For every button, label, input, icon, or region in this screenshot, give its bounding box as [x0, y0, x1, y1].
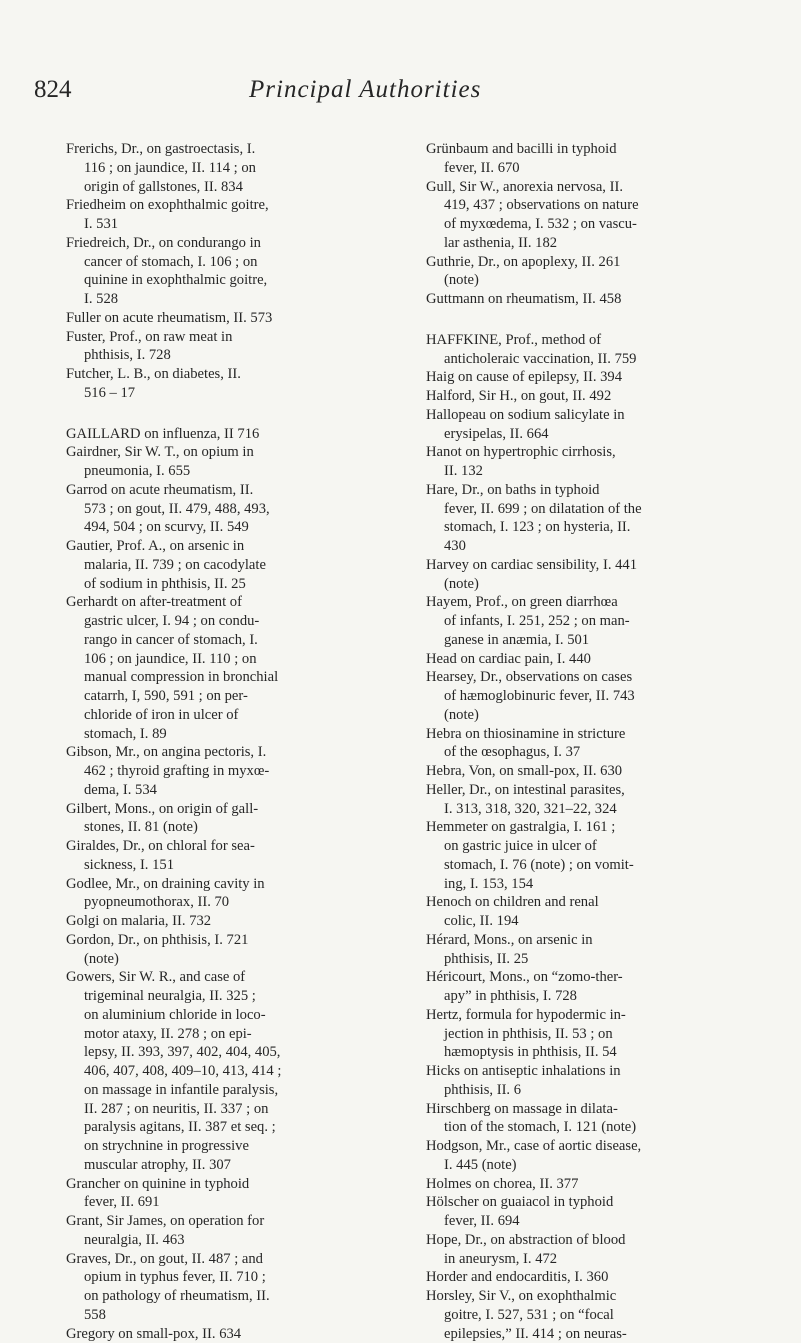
index-entry — [426, 253, 766, 291]
index-entry-line: Haig on cause of epilepsy, II. 394 — [426, 368, 766, 387]
running-title: Principal Authorities — [249, 76, 481, 104]
index-entry-line: Holmes on chorea, II. 377 — [426, 1175, 766, 1194]
index-entry — [426, 818, 766, 893]
index-entry-line: Halford, Sir H., on gout, II. 492 — [426, 387, 766, 406]
index-entry-line: Gull, Sir W., anorexia nervosa, II. — [426, 178, 766, 197]
index-entry-line: on gastric juice in ulcer of — [426, 837, 766, 856]
index-entry-line: Guthrie, Dr., on apoplexy, II. 261 — [426, 253, 766, 272]
index-entry-line: Hebra, Von, on small-pox, II. 630 — [426, 762, 766, 781]
index-entry-line: motor ataxy, II. 278 ; on epi- — [66, 1025, 396, 1044]
index-entry-line: Guttmann on rheumatism, II. 458 — [426, 290, 766, 309]
index-entry-line: fever, II. 670 — [426, 159, 766, 178]
index-entry-line: Fuster, Prof., on raw meat in — [66, 328, 396, 347]
index-entry — [426, 893, 766, 931]
index-entry-line: stomach, I. 123 ; on hysteria, II. — [426, 518, 766, 537]
index-entry-line: fever, II. 699 ; on dilatation of the — [426, 500, 766, 519]
index-entry-line: Hallopeau on sodium salicylate in — [426, 406, 766, 425]
index-entry-line: Garrod on acute rheumatism, II. — [66, 481, 396, 500]
index-entry — [66, 593, 396, 743]
index-entry — [426, 1137, 766, 1175]
index-entry — [426, 593, 766, 649]
index-entry — [66, 968, 396, 1174]
index-entry-line: Grancher on quinine in typhoid — [66, 1175, 396, 1194]
section-gap — [426, 309, 766, 331]
index-entry-line: Hanot on hypertrophic cirrhosis, — [426, 443, 766, 462]
index-entry-line: Gerhardt on after-treatment of — [66, 593, 396, 612]
index-entry — [66, 328, 396, 366]
index-entry-line: neuralgia, II. 463 — [66, 1231, 396, 1250]
index-column-right — [426, 140, 766, 1343]
index-entry — [426, 668, 766, 724]
index-entry — [66, 196, 396, 234]
index-entry-line: Hodgson, Mr., case of aortic disease, — [426, 1137, 766, 1156]
index-entry-line: Horder and endocarditis, I. 360 — [426, 1268, 766, 1287]
index-entry-line: Frerichs, Dr., on gastroectasis, I. — [66, 140, 396, 159]
index-entry-line: ganese in anæmia, I. 501 — [426, 631, 766, 650]
index-entry — [66, 743, 396, 799]
index-entry — [426, 140, 766, 178]
index-entry — [66, 875, 396, 913]
index-entry-line: dema, I. 534 — [66, 781, 396, 800]
index-entry-line: tion of the stomach, I. 121 (note) — [426, 1118, 766, 1137]
index-entry — [66, 443, 396, 481]
index-entry — [66, 1250, 396, 1325]
index-entry-line: Godlee, Mr., on draining cavity in — [66, 875, 396, 894]
index-entry — [426, 368, 766, 387]
index-entry-line: 116 ; on jaundice, II. 114 ; on — [66, 159, 396, 178]
index-entry-line: Golgi on malaria, II. 732 — [66, 912, 396, 931]
index-entry-line: of the œsophagus, I. 37 — [426, 743, 766, 762]
index-entry — [426, 406, 766, 444]
index-entry — [426, 481, 766, 556]
index-entry-line: quinine in exophthalmic goitre, — [66, 271, 396, 290]
index-entry — [426, 443, 766, 481]
index-entry-line: stomach, I. 76 (note) ; on vomit- — [426, 856, 766, 875]
index-entry-line: Gautier, Prof. A., on arsenic in — [66, 537, 396, 556]
index-entry-line: goitre, I. 527, 531 ; on “focal — [426, 1306, 766, 1325]
index-entry-line: of sodium in phthisis, II. 25 — [66, 575, 396, 594]
index-entry-line: malaria, II. 739 ; on cacodylate — [66, 556, 396, 575]
index-entry-line: Hérard, Mons., on arsenic in — [426, 931, 766, 950]
index-entry-line: (note) — [426, 271, 766, 290]
index-entry-line: fever, II. 691 — [66, 1193, 396, 1212]
index-entry-line: on aluminium chloride in loco- — [66, 1006, 396, 1025]
index-entry — [66, 425, 396, 444]
index-entry-line: (note) — [426, 575, 766, 594]
index-entry-line: phthisis, II. 25 — [426, 950, 766, 969]
index-entry — [66, 837, 396, 875]
index-entry-line: Héricourt, Mons., on “zomo-ther- — [426, 968, 766, 987]
index-entry-line: jection in phthisis, II. 53 ; on — [426, 1025, 766, 1044]
index-entry — [426, 556, 766, 594]
index-entry — [66, 234, 396, 309]
index-entry — [66, 912, 396, 931]
index-entry-line: pyopneumothorax, II. 70 — [66, 893, 396, 912]
index-entry — [66, 1325, 396, 1343]
index-entry-line: Grünbaum and bacilli in typhoid — [426, 140, 766, 159]
index-entry-line: muscular atrophy, II. 307 — [66, 1156, 396, 1175]
index-entry-line: on pathology of rheumatism, II. — [66, 1287, 396, 1306]
index-entry-line: lepsy, II. 393, 397, 402, 404, 405, — [66, 1043, 396, 1062]
index-entry-line: colic, II. 194 — [426, 912, 766, 931]
index-entry-line: (note) — [426, 706, 766, 725]
index-entry-line: I. 531 — [66, 215, 396, 234]
index-entry-line: 430 — [426, 537, 766, 556]
index-entry-line: I. 528 — [66, 290, 396, 309]
index-entry — [426, 650, 766, 669]
index-entry-line: phthisis, II. 6 — [426, 1081, 766, 1100]
index-entry-line: Heller, Dr., on intestinal parasites, — [426, 781, 766, 800]
index-entry-line: on strychnine in progressive — [66, 1137, 396, 1156]
index-entry — [426, 1062, 766, 1100]
index-entry-line: Gibson, Mr., on angina pectoris, I. — [66, 743, 396, 762]
index-entry-line: in aneurysm, I. 472 — [426, 1250, 766, 1269]
index-entry-line: (note) — [66, 950, 396, 969]
index-entry-line: chloride of iron in ulcer of — [66, 706, 396, 725]
index-entry-line: Futcher, L. B., on diabetes, II. — [66, 365, 396, 384]
index-entry-line: Grant, Sir James, on operation for — [66, 1212, 396, 1231]
index-entry-line: Giraldes, Dr., on chloral for sea- — [66, 837, 396, 856]
index-entry — [426, 1193, 766, 1231]
index-entry — [426, 725, 766, 763]
index-entry — [426, 762, 766, 781]
page-number: 824 — [34, 76, 72, 104]
index-entry-line: Head on cardiac pain, I. 440 — [426, 650, 766, 669]
index-entry-line: 419, 437 ; observations on nature — [426, 196, 766, 215]
index-entry-line: 573 ; on gout, II. 479, 488, 493, — [66, 500, 396, 519]
index-entry-line: anticholeraic vaccination, II. 759 — [426, 350, 766, 369]
index-entry-line: Hicks on antiseptic inhalations in — [426, 1062, 766, 1081]
index-entry — [426, 931, 766, 969]
index-entry — [426, 1287, 766, 1343]
index-entry-line: lar asthenia, II. 182 — [426, 234, 766, 253]
index-entry-line: stomach, I. 89 — [66, 725, 396, 744]
index-entry-line: Friedheim on exophthalmic goitre, — [66, 196, 396, 215]
index-entry-line: hæmoptysis in phthisis, II. 54 — [426, 1043, 766, 1062]
index-entry — [426, 178, 766, 253]
index-entry — [426, 1175, 766, 1194]
index-entry-line: Gilbert, Mons., on origin of gall- — [66, 800, 396, 819]
index-entry-line: gastric ulcer, I. 94 ; on condu- — [66, 612, 396, 631]
index-entry — [426, 1006, 766, 1062]
index-entry — [66, 800, 396, 838]
index-entry-line: 462 ; thyroid grafting in myxœ- — [66, 762, 396, 781]
index-entry-line: Hope, Dr., on abstraction of blood — [426, 1231, 766, 1250]
index-entry-line: of infants, I. 251, 252 ; on man- — [426, 612, 766, 631]
index-entry-line: origin of gallstones, II. 834 — [66, 178, 396, 197]
index-entry-line: manual compression in bronchial — [66, 668, 396, 687]
index-entry-line: Hölscher on guaiacol in typhoid — [426, 1193, 766, 1212]
index-entry-line: 516 – 17 — [66, 384, 396, 403]
index-entry-line: 406, 407, 408, 409–10, 413, 414 ; — [66, 1062, 396, 1081]
index-entry-line: paralysis agitans, II. 387 et seq. ; — [66, 1118, 396, 1137]
index-entry-line: Hirschberg on massage in dilata- — [426, 1100, 766, 1119]
index-entry-line: cancer of stomach, I. 106 ; on — [66, 253, 396, 272]
index-entry-line: I. 445 (note) — [426, 1156, 766, 1175]
index-entry — [66, 537, 396, 593]
index-entry — [426, 968, 766, 1006]
index-entry-line: Gordon, Dr., on phthisis, I. 721 — [66, 931, 396, 950]
index-entry-line: pneumonia, I. 655 — [66, 462, 396, 481]
index-entry — [66, 1212, 396, 1250]
section-gap — [66, 403, 396, 425]
index-entry — [426, 1100, 766, 1138]
page-header — [34, 76, 774, 116]
index-entry — [66, 309, 396, 328]
index-entry-line: GAILLARD on influenza, II 716 — [66, 425, 396, 444]
index-entry-line: rango in cancer of stomach, I. — [66, 631, 396, 650]
index-entry-line: of myxœdema, I. 532 ; on vascu- — [426, 215, 766, 234]
index-entry-line: catarrh, I, 590, 591 ; on per- — [66, 687, 396, 706]
index-entry-line: apy” in phthisis, I. 728 — [426, 987, 766, 1006]
index-entry-line: on massage in infantile paralysis, — [66, 1081, 396, 1100]
index-entry-line: sickness, I. 151 — [66, 856, 396, 875]
index-entry-line: epilepsies,” II. 414 ; on neuras- — [426, 1325, 766, 1343]
index-entry — [426, 331, 766, 369]
index-entry-line: ing, I. 153, 154 — [426, 875, 766, 894]
index-entry — [66, 1175, 396, 1213]
index-entry-line: Gregory on small-pox, II. 634 — [66, 1325, 396, 1343]
index-entry-line: Hebra on thiosinamine in stricture — [426, 725, 766, 744]
index-entry-line: 494, 504 ; on scurvy, II. 549 — [66, 518, 396, 537]
index-entry — [426, 387, 766, 406]
index-entry-line: Fuller on acute rheumatism, II. 573 — [66, 309, 396, 328]
index-entry — [66, 365, 396, 403]
index-entry — [66, 481, 396, 537]
index-entry — [426, 1268, 766, 1287]
index-entry-line: Gairdner, Sir W. T., on opium in — [66, 443, 396, 462]
index-entry — [426, 290, 766, 309]
index-entry — [426, 781, 766, 819]
index-entry — [66, 931, 396, 969]
index-entry-line: of hæmoglobinuric fever, II. 743 — [426, 687, 766, 706]
index-entry-line: erysipelas, II. 664 — [426, 425, 766, 444]
index-entry — [426, 1231, 766, 1269]
index-entry-line: trigeminal neuralgia, II. 325 ; — [66, 987, 396, 1006]
index-entry-line: Harvey on cardiac sensibility, I. 441 — [426, 556, 766, 575]
index-entry-line: I. 313, 318, 320, 321–22, 324 — [426, 800, 766, 819]
index-entry-line: 558 — [66, 1306, 396, 1325]
index-entry-line: opium in typhus fever, II. 710 ; — [66, 1268, 396, 1287]
index-entry-line: Hare, Dr., on baths in typhoid — [426, 481, 766, 500]
index-entry-line: Graves, Dr., on gout, II. 487 ; and — [66, 1250, 396, 1269]
index-entry-line: Hemmeter on gastralgia, I. 161 ; — [426, 818, 766, 837]
index-entry-line: II. 287 ; on neuritis, II. 337 ; on — [66, 1100, 396, 1119]
index-entry-line: Hearsey, Dr., observations on cases — [426, 668, 766, 687]
index-column-left — [66, 140, 396, 1343]
index-entry-line: Hertz, formula for hypodermic in- — [426, 1006, 766, 1025]
index-entry — [66, 140, 396, 196]
index-entry-line: II. 132 — [426, 462, 766, 481]
index-entry-line: HAFFKINE, Prof., method of — [426, 331, 766, 350]
index-entry-line: Friedreich, Dr., on condurango in — [66, 234, 396, 253]
index-entry-line: Horsley, Sir V., on exophthalmic — [426, 1287, 766, 1306]
index-entry-line: phthisis, I. 728 — [66, 346, 396, 365]
index-entry-line: fever, II. 694 — [426, 1212, 766, 1231]
index-entry-line: Gowers, Sir W. R., and case of — [66, 968, 396, 987]
index-entry-line: stones, II. 81 (note) — [66, 818, 396, 837]
index-entry-line: Henoch on children and renal — [426, 893, 766, 912]
index-entry-line: 106 ; on jaundice, II. 110 ; on — [66, 650, 396, 669]
index-entry-line: Hayem, Prof., on green diarrhœa — [426, 593, 766, 612]
